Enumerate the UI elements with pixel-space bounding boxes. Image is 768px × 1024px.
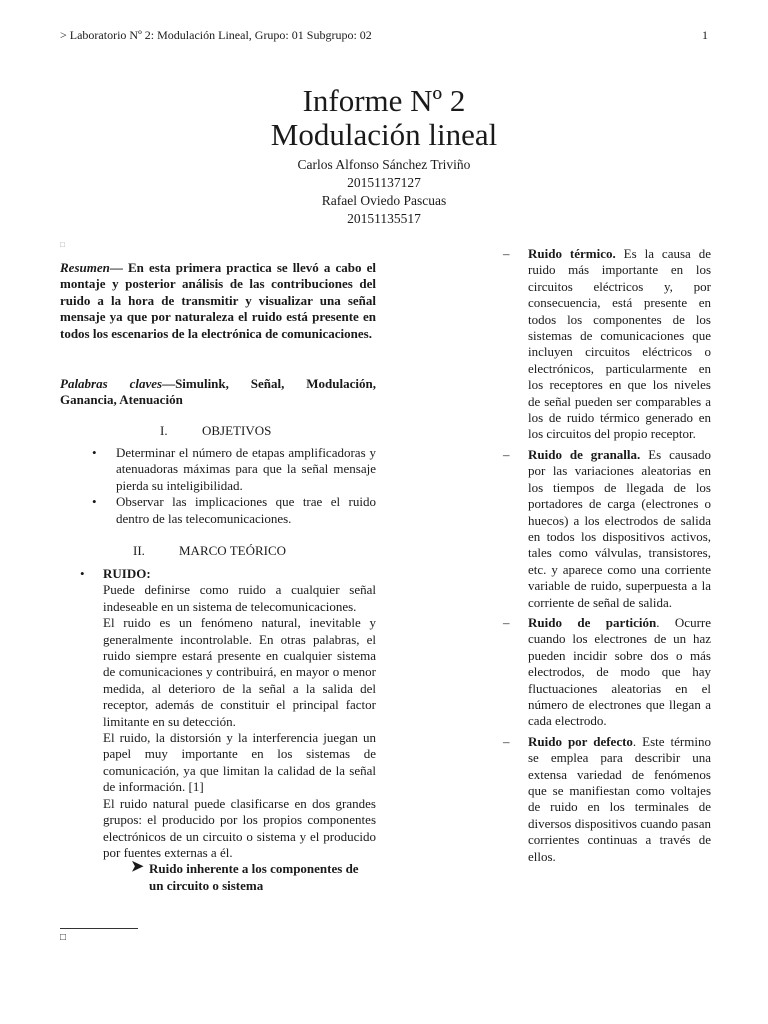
noise-types-list: [503, 246, 711, 869]
bullet-icon: •: [92, 445, 97, 460]
dash-bullet-icon: –: [503, 446, 510, 462]
running-header: > Laboratorio Nº 2: Modulación Lineal, Grupo: 01 Subgrupo: 02: [60, 28, 372, 42]
term: Ruido de granalla.: [528, 446, 641, 462]
report-subtitle: Modulación lineal: [270, 117, 498, 152]
list-item: – Ruido de granalla. Es causado por las variaciones aleatorias en los tiempos de llegada de los portadores de carga (electrones o huecos) a los electrodos de salida en todos los dispositivos activos, tales como válvulas, transistores, etc. y aparece como una corriente variable de ruido, superpuesta a la corriente de señal de salida.: [503, 446, 711, 610]
section-number: II.: [133, 543, 145, 558]
section-heading-objetivos: [160, 423, 271, 439]
page-number: 1: [702, 28, 708, 42]
term: Ruido de partición: [528, 614, 657, 630]
keywords-label: Palabras claves: [60, 376, 163, 391]
keywords: [60, 376, 376, 409]
list-item: – Ruido de partición. Ocurre cuando los electrones de un haz pueden incidir sobre dos o más electrodos, de modo que hay fluctuaciones aleatorias en el número de electrones que llegan a cada electrodo.: [503, 614, 711, 729]
term: Ruido térmico.: [528, 246, 616, 261]
report-title: Informe Nº 2: [302, 83, 466, 118]
keywords-text: —Simulink, Señal, Modulación, Ganancia, Atenuación: [60, 376, 376, 408]
author-id: 20151137127: [347, 175, 421, 190]
paragraph: El ruido, la distorsión y la interferencia juegan un papel muy importante en los sistemas de comunicación, ya que limitan la calidad de la señal de información. [1]: [103, 730, 376, 795]
paragraph: Puede definirse como ruido a cualquier señal indeseable en un sistema de telecomunicaciones.: [103, 582, 376, 614]
list-item: • Determinar el número de etapas amplificadoras y atenuadoras máximas para que la señal mensaje pierda su inteligibilidad.: [92, 445, 376, 493]
list-item: • Observar las implicaciones que trae el ruido dentro de las telecomunicaciones.: [92, 494, 376, 526]
section-title: OBJETIVOS: [202, 423, 272, 438]
author-id: 20151135517: [347, 211, 421, 226]
list-item: – Ruido por defecto. Este término se emplea para describir una extensa variedad de fenómenos que se manifiestan como voltajes de ruido en los terminales de diversos dispositivos cuando pasan corrientes continuas a través de ellos.: [503, 733, 711, 864]
section-heading-marco-teorico: [133, 543, 286, 559]
abstract: [60, 260, 376, 342]
dash-bullet-icon: –: [503, 614, 510, 630]
title-block: [0, 84, 768, 228]
subheading: ➤ Ruido inherente a los componentes de un circuito o sistema: [131, 859, 359, 893]
arrow-bullet-icon: ➤: [131, 859, 144, 876]
abstract-label: Resumen: [60, 260, 110, 275]
term: Ruido por defecto: [528, 733, 633, 749]
author-name: Rafael Oviedo Pascuas: [321, 193, 447, 208]
section-title: MARCO TEÓRICO: [179, 543, 287, 558]
section-number: I.: [160, 423, 168, 438]
ruido-section: [60, 566, 376, 894]
objectives-list: [60, 445, 376, 527]
abstract-text: — En esta primera practica se llevó a cabo el montaje y posterior análisis de las contribuciones del ruido a la hora de transmitir y visualizar una señal mensaje ya que por naturaleza el ruido está presente en todos los escenarios de la electrónica de comunicaciones.: [60, 260, 376, 341]
list-item: – Ruido térmico. Es la causa de ruido más importante en los circuitos eléctricos y, por consecuencia, está presente en todos los componentes de los sistemas de comunicaciones que incluyen circuitos eléctricos o electrónicos, particularmente en los receptores en que los niveles de señal pueden ser comparables a los de ruido térmico generado en los circuitos del propio receptor.: [503, 246, 711, 442]
dash-bullet-icon: –: [503, 733, 510, 749]
paragraph: El ruido es un fenómeno natural, inevitable y generalmente incontrolable. En otras palabras, el ruido siempre estará presente en cualquier sistema de comunicaciones y contribuirá, en mayor o menor medida, al deterioro de la señal a la salida del receptor, además de constituir el principal factor limitante en su detección.: [103, 615, 376, 729]
author-name: Carlos Alfonso Sánchez Triviño: [297, 157, 471, 172]
dash-bullet-icon: –: [503, 246, 510, 261]
paragraph: El ruido natural puede clasificarse en dos grandes grupos: el producido por los propios componentes electrónicos de un circuito o sistema y el producido por fuentes externas a él.: [103, 795, 376, 860]
bullet-icon: •: [92, 494, 97, 510]
bullet-icon: •: [80, 566, 85, 581]
footnote-marker: □: [60, 932, 67, 943]
footnote-divider: [60, 928, 138, 929]
anchor-marker: □: [60, 240, 65, 249]
ruido-label: RUIDO:: [103, 566, 151, 581]
